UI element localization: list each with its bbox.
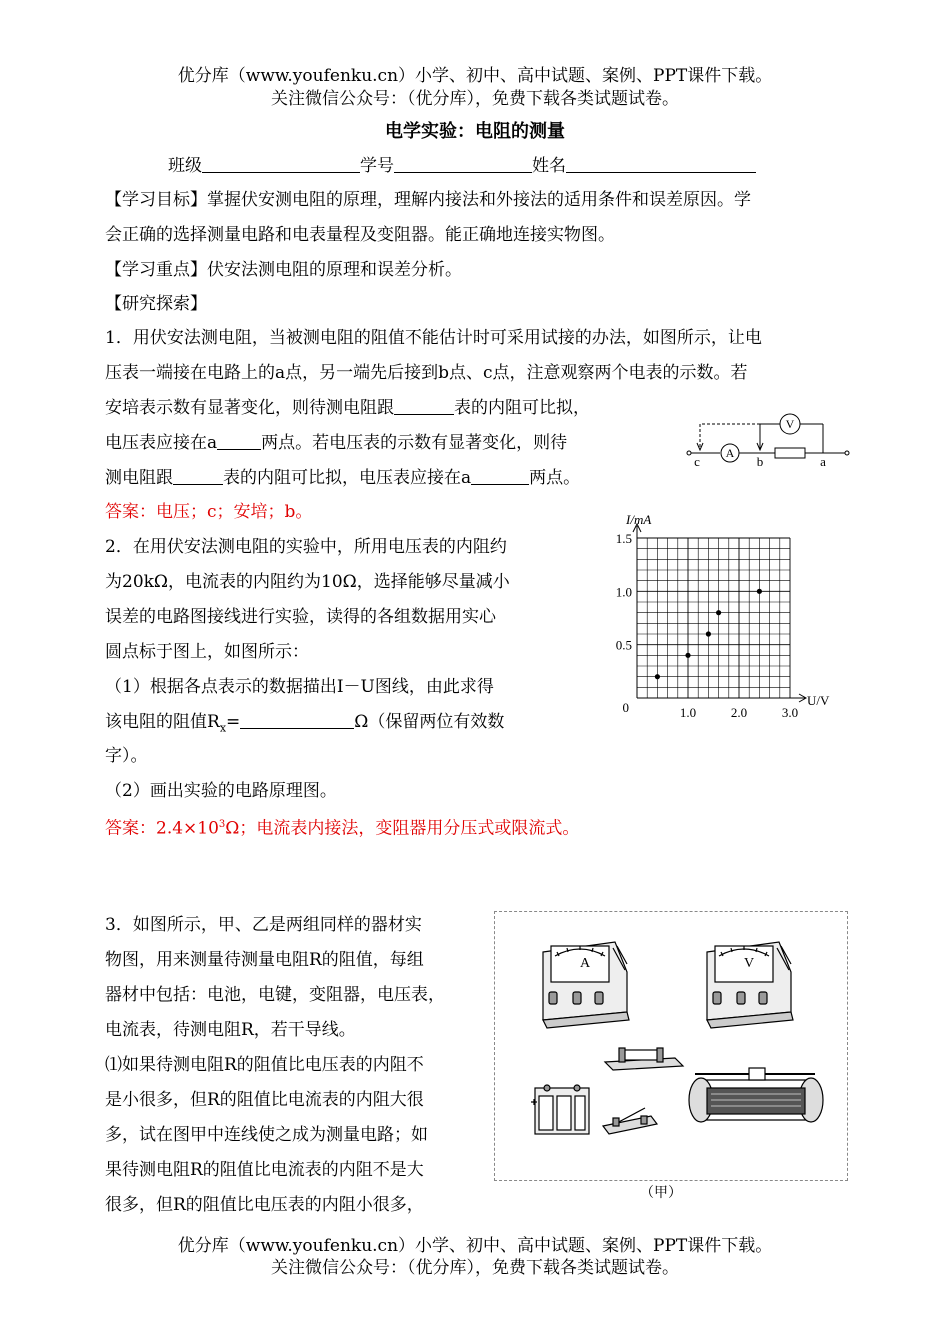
- q2-subscript: x: [219, 721, 227, 735]
- q1-text: 表的内阻可比拟，: [454, 398, 590, 418]
- data-point: [716, 610, 721, 615]
- q3-line-9: 很多，但R的阻值比电压表的内阻小很多，: [105, 1195, 424, 1215]
- left-terminal: [687, 451, 691, 455]
- q1-text: 测电阻跟: [105, 468, 173, 488]
- q2-answer-text: Ω；电流表内接法，变阻器用分压式或限流式。: [225, 818, 580, 839]
- point-a-label: a: [820, 454, 826, 469]
- q2-line-4: 圆点标于图上，如图所示：: [105, 642, 309, 662]
- origin-label: 0: [622, 700, 629, 715]
- q2-text: =: [226, 712, 241, 732]
- data-point: [685, 653, 690, 658]
- q3-line-4: 电流表，待测电阻R，若干导线。: [105, 1020, 356, 1040]
- ammeter-label: A: [725, 446, 735, 460]
- y-tick-label: 1.0: [615, 584, 632, 600]
- data-point: [706, 631, 711, 636]
- q3-line-3: 器材中包括：电池，电键，变阻器，电压表，: [105, 985, 445, 1005]
- q1-line-2: 压表一端接在电路上的a点，另一端先后接到b点、c点，注意观察两个电表的示数。若: [105, 363, 748, 383]
- q3-line-1: 3．如图所示，甲、乙是两组同样的器材实: [105, 915, 422, 935]
- x-tick-label: 3.0: [781, 705, 799, 718]
- y-tick-label: 1.5: [615, 531, 632, 546]
- class-label: 班级: [168, 156, 202, 176]
- header-line-2: 关注微信公众号：（优分库），免费下载各类试题试卷。: [271, 89, 679, 109]
- q2-text: Ω（保留两位有效数: [354, 712, 505, 732]
- q1-text: 安培表示数有显著变化，则待测电阻跟: [105, 398, 394, 418]
- student-info-line: [168, 156, 756, 176]
- q3-line-8: 果待测电阻R的阻值比电流表的内阻不是大: [105, 1160, 424, 1180]
- q1-line-5: [105, 468, 580, 488]
- point-b-label: b: [756, 454, 764, 469]
- q2-answer-sup: 3: [218, 819, 226, 830]
- q1-blank-1: [394, 398, 454, 415]
- q1-circuit-diagram: [680, 410, 850, 470]
- q1-text: 表的内阻可比拟，电压表应接在a: [223, 468, 472, 488]
- class-blank: [202, 156, 360, 173]
- test-resistor: [605, 1048, 683, 1070]
- q2-line-6: [105, 712, 504, 738]
- point-c-label: c: [694, 454, 700, 469]
- y-tick-label: 0.5: [615, 637, 632, 653]
- voltmeter-device: [707, 942, 793, 1028]
- q1-blank-3: [173, 468, 223, 485]
- q2-line-8: （2）画出实验的电路原理图。: [105, 781, 337, 801]
- q1-blank-4: [471, 468, 529, 485]
- q1-blank-2: [217, 433, 261, 450]
- iu-chart: [600, 508, 850, 718]
- q2-line-3: 误差的电路图接线进行实验，读得的各组数据用实心: [105, 607, 496, 627]
- equipment-figure: [495, 912, 847, 1180]
- q2-text: 该电阻的阻值R: [105, 712, 220, 732]
- knife-switch: [603, 1108, 657, 1134]
- q1-line-3: [105, 398, 590, 418]
- voltmeter-label: V: [785, 417, 795, 431]
- q2-line-5: （1）根据各点表示的数据描出I－U图线，由此求得: [105, 677, 494, 697]
- number-label: 学号: [360, 156, 394, 176]
- resistor-symbol: [775, 448, 805, 458]
- q1-text: 两点。: [529, 468, 581, 488]
- q3-line-7: 多，试在图甲中连线使之成为测量电路；如: [105, 1125, 428, 1145]
- figure-caption: （甲）: [640, 1185, 682, 1201]
- q3-line-2: 物图，用来测量待测量电阻R的阻值，每组: [105, 950, 424, 970]
- q2-answer: [105, 815, 579, 839]
- x-tick-label: 1.0: [679, 705, 697, 718]
- q2-answer-text: 答案：2.4×10: [105, 818, 219, 839]
- number-blank: [394, 156, 532, 173]
- data-point: [655, 674, 660, 679]
- q3-line-5: ⑴如果待测电阻R的阻值比电压表的内阻不: [105, 1055, 424, 1075]
- y-axis-label: I/mA: [626, 512, 652, 527]
- right-terminal: [845, 451, 849, 455]
- footer-line-2: 关注微信公众号：（优分库），免费下载各类试题试卷。: [271, 1258, 679, 1278]
- q3-line-6: 是小很多，但R的阻值比电流表的内阻大很: [105, 1090, 424, 1110]
- data-point: [757, 589, 762, 594]
- header-line-1: 优分库（www.youfenku.cn）小学、初中、高中试题、案例、PPT课件下载。: [177, 66, 773, 86]
- x-axis-label: U/V: [807, 693, 830, 708]
- ammeter-device: [543, 942, 629, 1028]
- q1-answer: 答案：电压；c；安培；b。: [105, 502, 313, 522]
- explore-heading: 【研究探索】: [105, 294, 207, 314]
- q1-text: 电压表应接在a: [105, 433, 218, 453]
- equipment-figure-frame: [494, 911, 848, 1181]
- q1-line-1: 1．用伏安法测电阻，当被测电阻的阻值不能估计时可采用试接的办法，如图所示，让电: [105, 328, 762, 348]
- footer-line-1: 优分库（www.youfenku.cn）小学、初中、高中试题、案例、PPT课件下载。: [177, 1236, 773, 1256]
- name-blank: [566, 156, 756, 173]
- q2-line-2: 为20kΩ，电流表的内阻约为10Ω，选择能够尽量减小: [105, 572, 510, 592]
- goal-line-2: 会正确的选择测量电路和电表量程及变阻器。能正确地连接实物图。: [105, 225, 615, 245]
- goal-line-1: 【学习目标】掌握伏安测电阻的原理，理解内接法和外接法的适用条件和误差原因。学: [105, 190, 751, 210]
- page-title: 电学实验：电阻的测量: [385, 121, 565, 142]
- focus-line: 【学习重点】伏安法测电阻的原理和误差分析。: [105, 260, 462, 280]
- name-label: 姓名: [532, 156, 566, 176]
- q1-text: 两点。若电压表的示数有显著变化，则待: [261, 433, 568, 453]
- q2-answer-blank: [240, 712, 354, 729]
- x-tick-label: 2.0: [730, 705, 748, 718]
- battery-pack: [531, 1085, 589, 1134]
- q2-line-1: 2．在用伏安法测电阻的实验中，所用电压表的内阻约: [105, 537, 507, 557]
- q2-line-7: 字）。: [105, 746, 148, 766]
- rheostat: [689, 1068, 823, 1122]
- ammeter-device-label: A: [579, 956, 591, 971]
- voltmeter-device-label: V: [743, 956, 755, 971]
- q1-line-4: [105, 433, 567, 453]
